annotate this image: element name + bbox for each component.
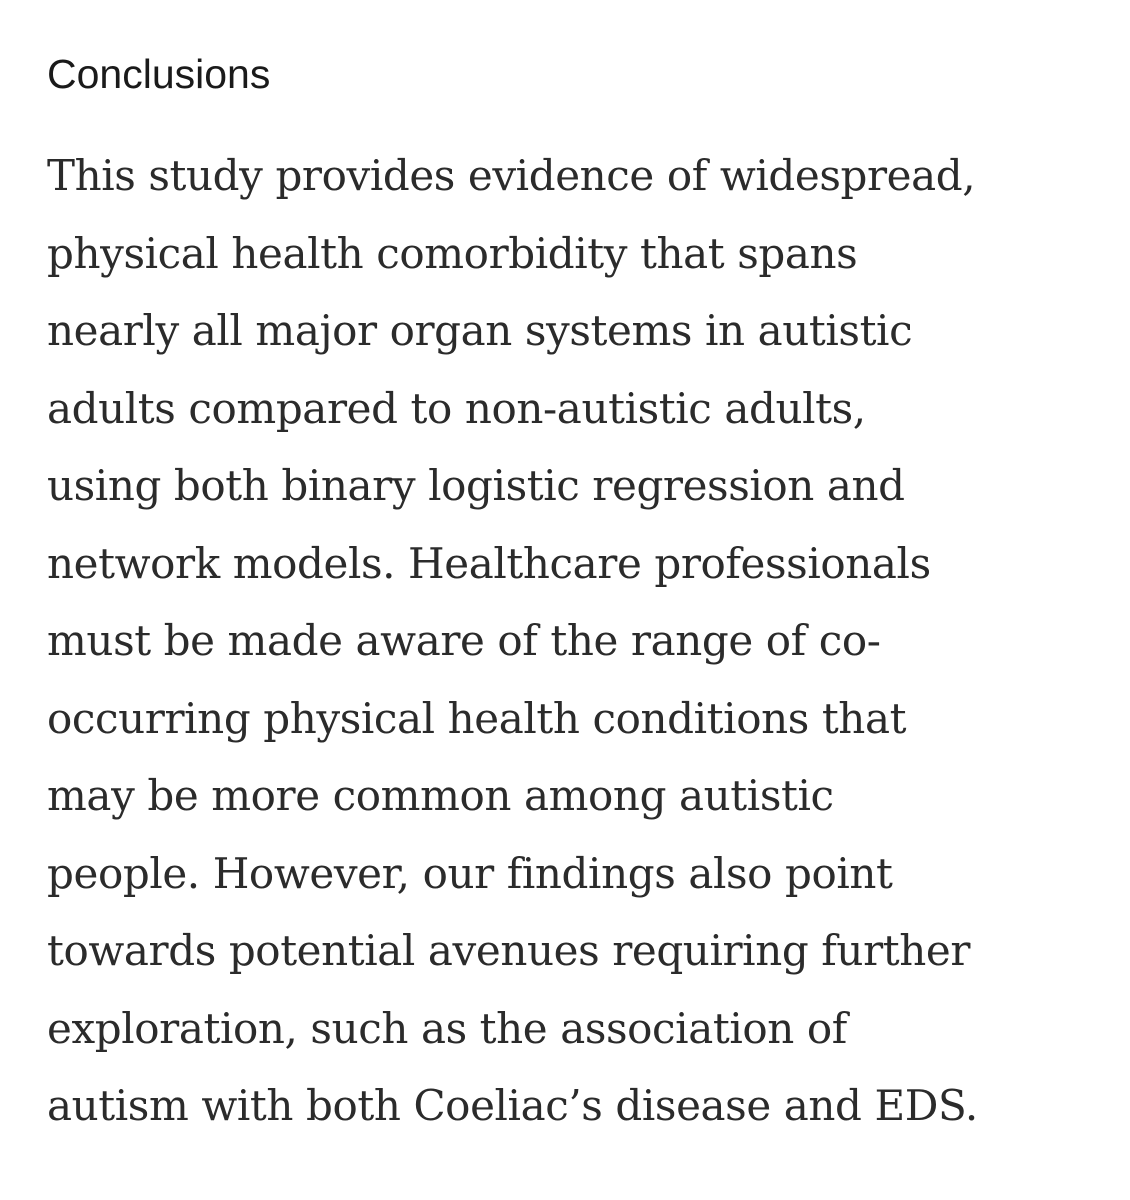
- paragraph-line: occurring physical health conditions that: [47, 693, 907, 743]
- paragraph-line: must be made aware of the range of co-: [47, 616, 881, 665]
- paragraph-line: network models. Healthcare professionals: [47, 538, 931, 588]
- paragraph-line: people. However, our findings also point: [47, 848, 893, 898]
- paragraph-line: may be more common among autistic: [47, 771, 834, 820]
- paragraph-line: using both binary logistic regression and: [47, 461, 905, 510]
- conclusions-paragraph: [47, 137, 978, 1145]
- paragraph-line: exploration, such as the association of: [47, 1003, 847, 1053]
- section-heading: Conclusions: [47, 51, 271, 97]
- paragraph-line: adults compared to non-autistic adults,: [47, 383, 866, 433]
- paragraph-line: physical health comorbidity that spans: [47, 228, 858, 278]
- paragraph-line: towards potential avenues requiring further: [47, 926, 971, 975]
- paragraph-line: autism with both Coeliac’s disease and EDS.: [47, 1081, 978, 1130]
- paragraph-line: This study provides evidence of widespread,: [47, 151, 976, 200]
- paragraph-line: nearly all major organ systems in autistic: [47, 306, 913, 355]
